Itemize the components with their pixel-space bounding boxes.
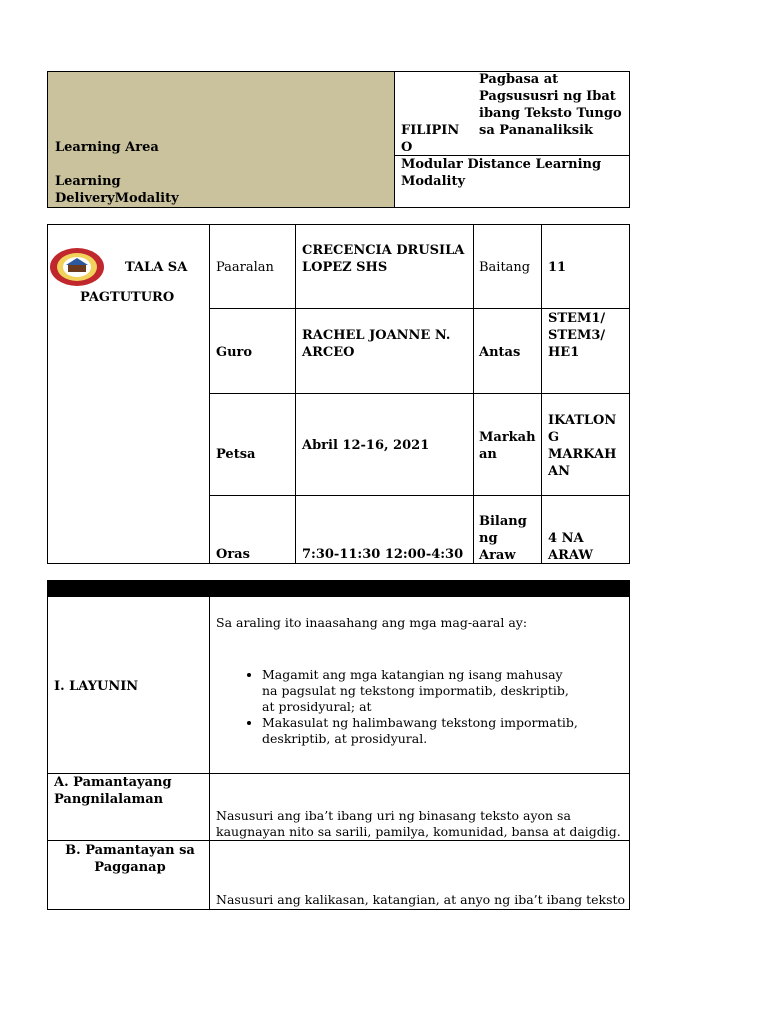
markahan-value: IKATLON G MARKAH AN xyxy=(548,413,617,479)
subject-line2: O xyxy=(401,140,413,155)
oras-value: 7:30-11:30 12:00-4:30 xyxy=(302,547,464,562)
oras-label: Oras xyxy=(216,547,250,562)
lesson-header-bar xyxy=(47,580,630,597)
learning-delivery-label: Learning DeliveryModality xyxy=(55,174,179,206)
modality-value: Modular Distance Learning Modality xyxy=(401,157,602,189)
pagganap-label: B. Pamantayan sa Pagganap xyxy=(65,843,195,875)
antas-value: STEM1/ STEM3/ HE1 xyxy=(548,311,606,360)
layunin-label: I. LAYUNIN xyxy=(54,679,139,694)
pamantayang-value: Nasusuri ang iba’t ibang uri ng binasang teksto ayon sa kaugnayan nito sa sarili, pamilya, komunidad, bansa at daigdig. xyxy=(216,808,621,839)
layunin-list xyxy=(216,667,582,747)
tala-title-line1: TALA SA xyxy=(125,260,188,275)
school-seal-logo xyxy=(49,247,105,287)
subject-line1: FILIPIN xyxy=(401,123,460,138)
layunin-item: • Magamit ang mga katangian ng isang mahusay na pagsulat ng tekstong impormatib, deskriptib, at prosidyural; at xyxy=(262,667,582,715)
paaralan-value: CRECENCIA DRUSILA LOPEZ SHS xyxy=(302,243,465,275)
layunin-item: • Makasulat ng halimbawang tekstong impormatib, deskriptib, at prosidyural. xyxy=(262,715,582,747)
course-title: Pagbasa at Pagsususri ng Ibat ibang Teksto Tungo sa Pananaliksik xyxy=(479,72,622,138)
tala-title-line2: PAGTUTURO xyxy=(80,290,175,305)
petsa-value: Abril 12-16, 2021 xyxy=(302,438,430,453)
petsa-label: Petsa xyxy=(216,447,256,462)
guro-value: RACHEL JOANNE N. ARCEO xyxy=(302,328,451,360)
baitang-value: 11 xyxy=(548,260,567,275)
bilang-value: 4 NA ARAW xyxy=(548,531,593,563)
paaralan-label: Paaralan xyxy=(216,260,274,275)
guro-label: Guro xyxy=(216,345,253,360)
layunin-intro: Sa araling ito inaasahang ang mga mag-aaral ay: xyxy=(216,615,528,630)
learning-area-label: Learning Area xyxy=(55,140,159,155)
pagganap-value: Nasusuri ang kalikasan, katangian, at anyo ng iba’t ibang teksto xyxy=(216,892,626,907)
antas-label: Antas xyxy=(479,345,521,360)
pamantayang-label: A. Pamantayang Pangnilalaman xyxy=(54,775,172,807)
markahan-label: Markah an xyxy=(479,430,536,462)
baitang-label: Baitang xyxy=(479,260,531,275)
bilang-label: Bilang ng Araw xyxy=(479,514,527,563)
